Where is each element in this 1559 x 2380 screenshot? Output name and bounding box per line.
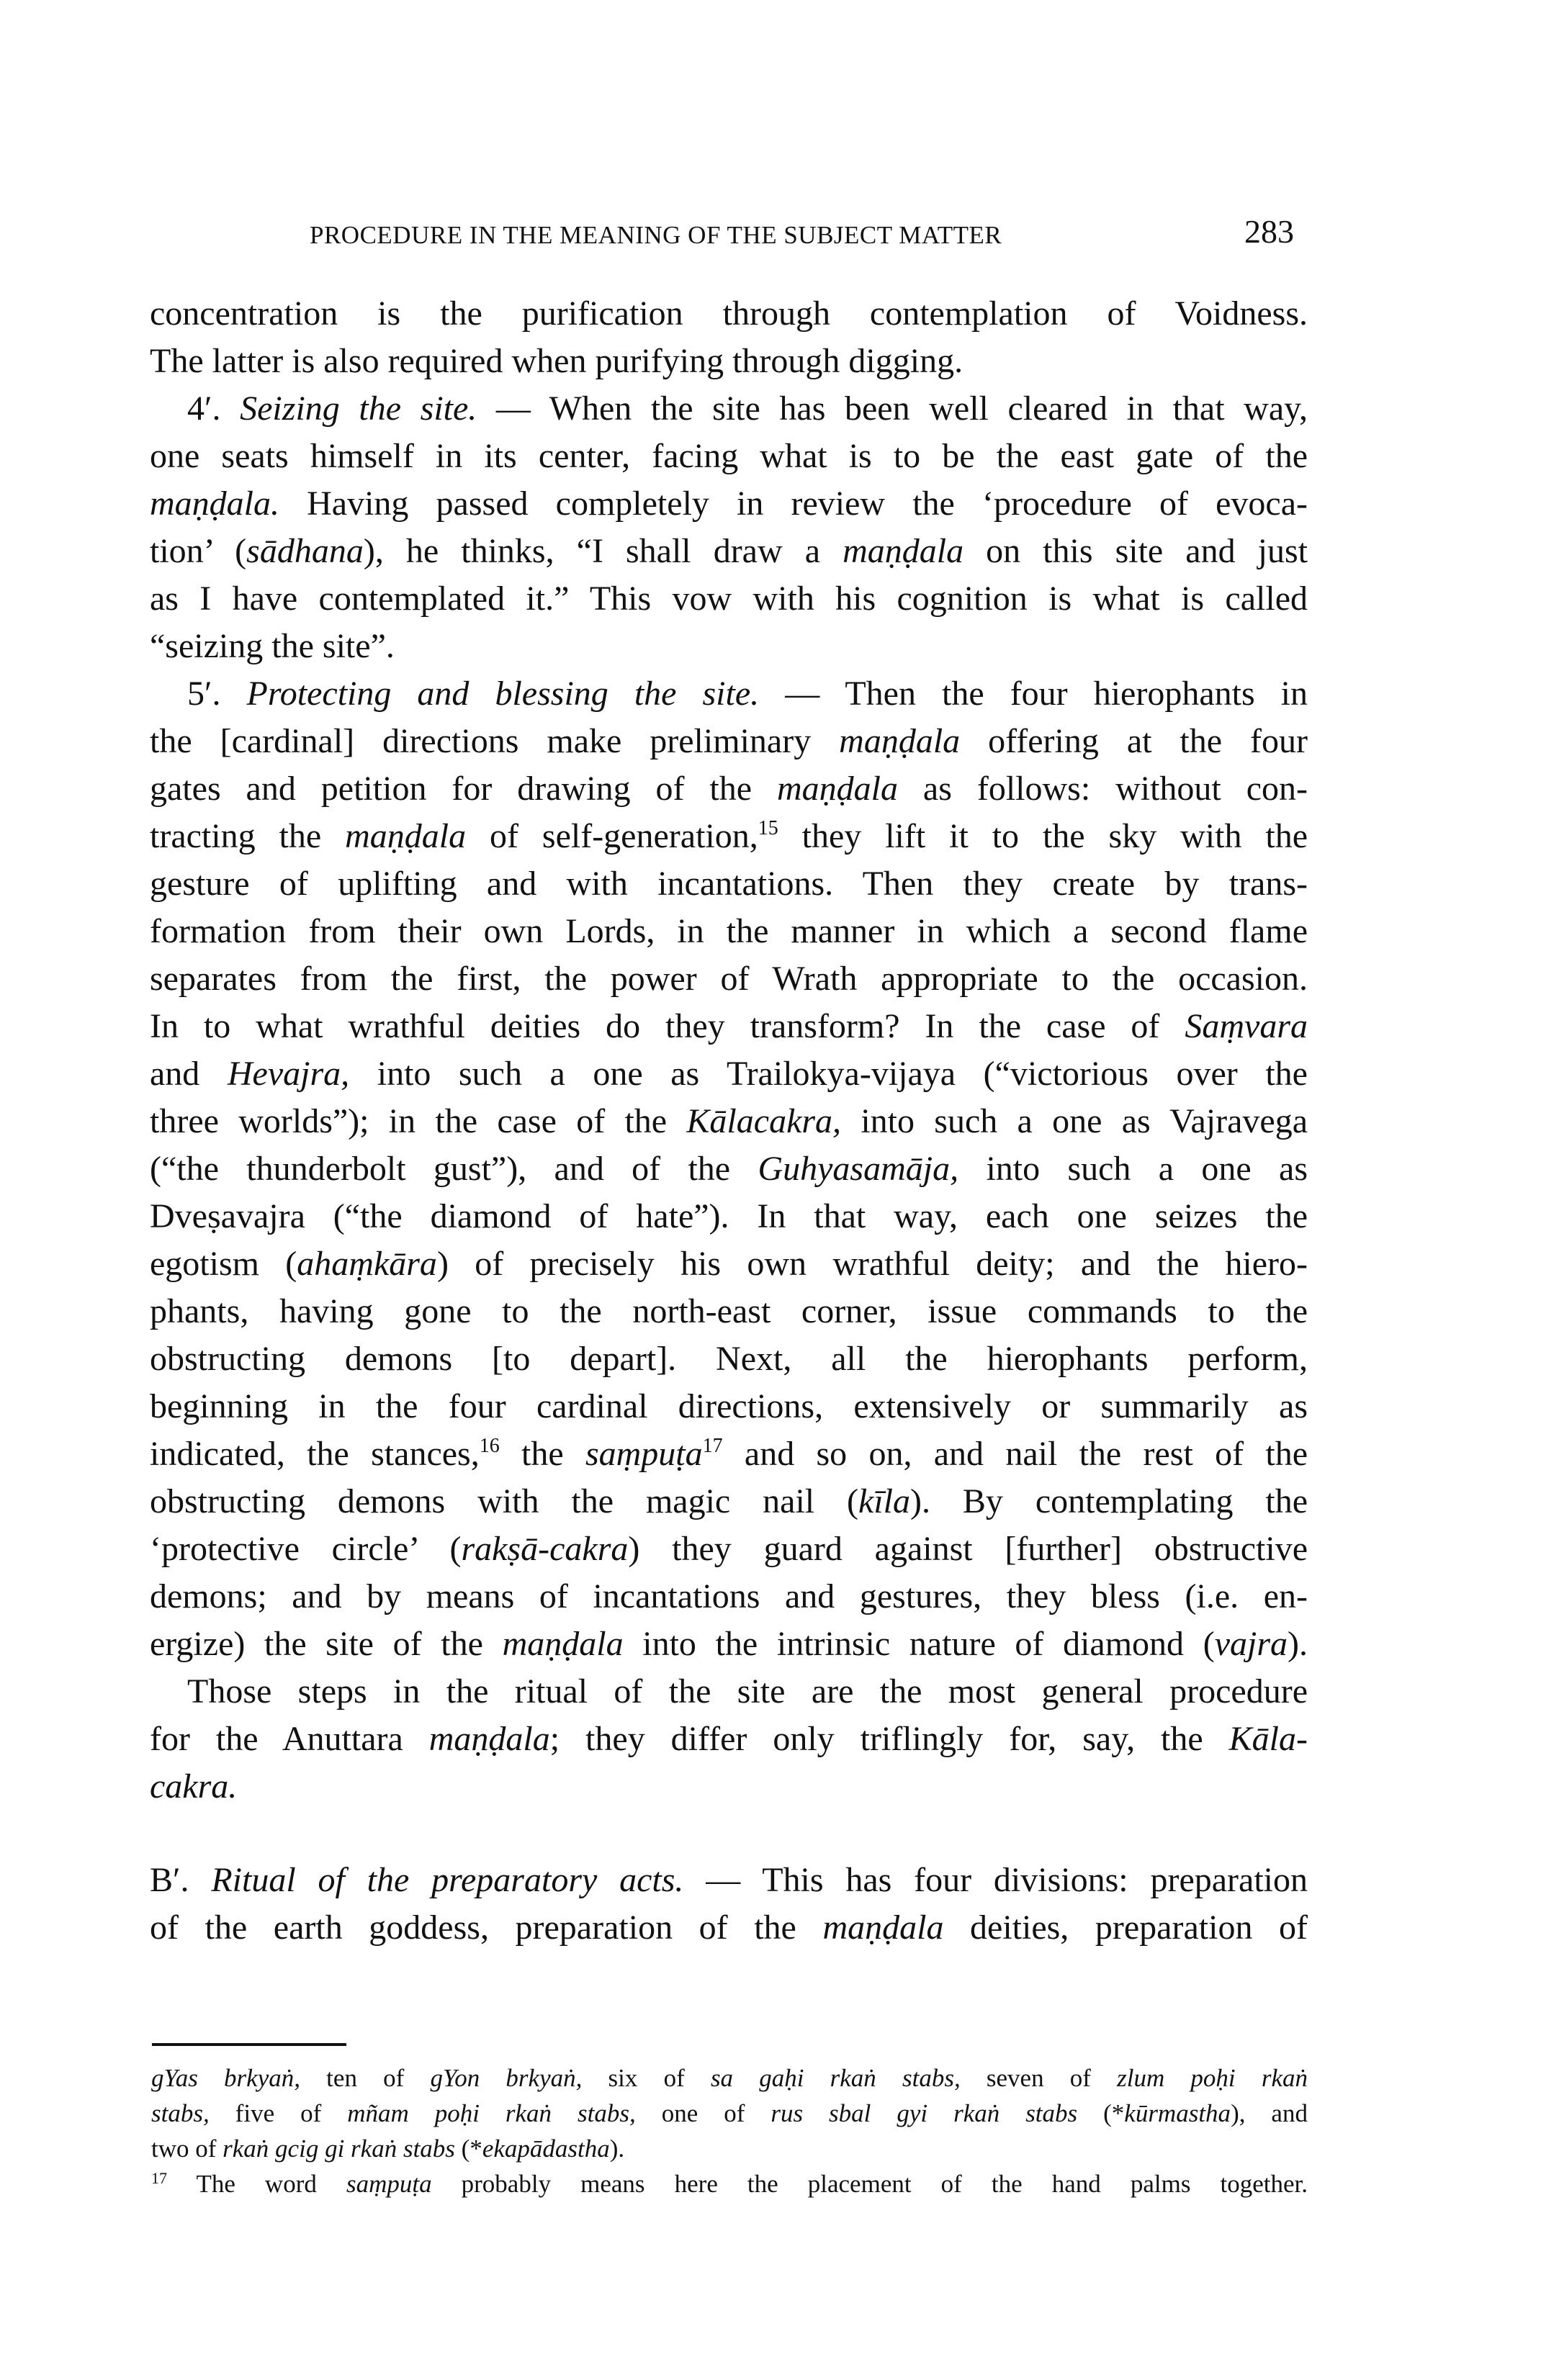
text-run: probably means here the placement of the hand palms together. <box>431 2170 1308 2198</box>
text-run: — When the site has been well cleared in that way, <box>477 389 1308 428</box>
body-line <box>150 1050 1308 1098</box>
footnote-marker: 15 <box>758 817 778 839</box>
text-run: The word <box>167 2170 346 2198</box>
text-run: ten of <box>300 2064 431 2092</box>
text-run: ) of precisely his own wrathful deity; and the hiero- <box>436 1245 1308 1283</box>
text-run: In to what wrathful deities do they transform? In the case of <box>150 1007 1185 1045</box>
body-line <box>150 1193 1308 1240</box>
text-run: Having passed completely in review the ‘procedure of evoca- <box>279 484 1308 523</box>
italic-text: kīla <box>858 1482 911 1520</box>
italic-text: Kālacakra, <box>686 1102 842 1140</box>
text-run: (* <box>454 2135 482 2163</box>
text-run: egotism ( <box>150 1245 297 1283</box>
text-run: obstructing demons [to depart]. Next, all the hierophants perform, <box>150 1340 1308 1378</box>
text-run: ), and <box>1231 2099 1308 2127</box>
italic-text: rakṣā-cakra <box>461 1530 629 1568</box>
text-run: one seats himself in its center, facing what is to be the east gate of the <box>150 437 1308 475</box>
text-run: six of <box>582 2064 711 2092</box>
italic-text: Hevajra, <box>227 1055 350 1093</box>
body-line <box>150 1763 1308 1811</box>
text-run: and <box>150 1055 228 1093</box>
italic-text: kūrmastha <box>1124 2099 1231 2127</box>
text-run: ), he thinks, “I shall draw a <box>363 532 843 570</box>
body-line <box>150 1716 1308 1763</box>
body-line <box>150 1430 1308 1478</box>
body-line <box>150 1621 1308 1668</box>
italic-text: rkaṅ gcig gi rkaṅ stabs <box>223 2135 455 2163</box>
text-run: on this site and just <box>963 532 1308 570</box>
text-run: ergize) the site of the <box>150 1625 503 1663</box>
body-line <box>150 1857 1308 1904</box>
italic-text: Saṃvara <box>1185 1007 1308 1045</box>
text-run: separates from the first, the power of Wrath appropriate to the occasion. <box>150 960 1308 998</box>
text-run: B′. <box>150 1861 212 1899</box>
italic-text: saṃpuṭa <box>346 2170 432 2198</box>
body-line <box>150 1288 1308 1335</box>
text-run: offering at the four <box>960 722 1308 760</box>
body-line <box>150 1573 1308 1621</box>
text-run: ). <box>1288 1625 1308 1663</box>
body-line <box>150 908 1308 955</box>
italic-text: maṇḍala <box>822 1908 944 1947</box>
italic-text: cakra. <box>150 1767 238 1806</box>
italic-text: Protecting and blessing the site. <box>246 675 760 713</box>
text-run: two of <box>151 2135 223 2163</box>
footnotes <box>151 2060 1308 2201</box>
text-run: 4′. <box>187 389 241 428</box>
body-line <box>150 718 1308 765</box>
body-line <box>150 1478 1308 1525</box>
text-run: the [cardinal] directions make preliminary <box>150 722 840 760</box>
text-run: phants, having gone to the north-east corner, issue commands to the <box>150 1292 1308 1330</box>
text-run: Dveṣavajra (“the diamond of hate”). In that way, each one seizes the <box>150 1197 1308 1235</box>
text-run: ; they differ only triflingly for, say, the <box>549 1720 1229 1758</box>
text-run: formation from their own Lords, in the manner in which a second flame <box>150 912 1308 950</box>
body-line <box>150 338 1308 385</box>
body-line <box>150 670 1308 718</box>
text-run: The latter is also required when purifying through digging. <box>150 342 963 380</box>
italic-text: stabs, <box>151 2099 210 2127</box>
italic-text: ahaṃkāra <box>297 1245 437 1283</box>
text-run: (* <box>1077 2099 1125 2127</box>
body-text <box>150 290 1308 1952</box>
text-run: concentration is the purification through contemplation of Voidness. <box>150 294 1308 333</box>
page-number: 283 <box>1244 213 1294 250</box>
italic-text: maṇḍala <box>502 1625 624 1663</box>
italic-text: sa gaḥi rkaṅ stabs, <box>710 2064 961 2092</box>
text-run: into such a one as Trailokya-vijaya (“victorious over the <box>349 1055 1308 1093</box>
body-line <box>150 1525 1308 1573</box>
italic-text: maṇḍala <box>428 1720 550 1758</box>
text-run: five of <box>209 2099 348 2127</box>
footnote-marker: 17 <box>702 1435 723 1457</box>
italic-text: sādhana <box>246 532 364 570</box>
text-run: of the earth goddess, preparation of the <box>150 1908 823 1947</box>
text-run: — This has four divisions: preparation <box>683 1861 1308 1899</box>
body-line <box>150 955 1308 1003</box>
body-line <box>150 1145 1308 1193</box>
text-run: gesture of uplifting and with incantations. Then they create by trans- <box>150 865 1308 903</box>
italic-text: mñam poḥi rkaṅ stabs, <box>347 2099 636 2127</box>
body-line <box>150 480 1308 528</box>
text-run: indicated, the stances, <box>150 1435 480 1473</box>
text-run: seven of <box>960 2064 1118 2092</box>
text-run: of self-generation, <box>466 817 758 855</box>
italic-text: maṇḍala <box>843 532 964 570</box>
text-run: ). <box>609 2135 625 2163</box>
italic-text: maṇḍala. <box>150 484 279 523</box>
text-run: the <box>499 1435 585 1473</box>
text-run: tion’ ( <box>150 532 247 570</box>
body-line <box>150 623 1308 670</box>
footnote-line <box>151 2096 1308 2131</box>
text-run: ) they guard against [further] obstructive <box>628 1530 1308 1568</box>
body-line <box>150 765 1308 813</box>
text-run: ‘protective circle’ ( <box>150 1530 462 1568</box>
text-run: 5′. <box>187 675 247 713</box>
text-run: Those steps in the ritual of the site are the most general procedure <box>187 1672 1308 1710</box>
italic-text: saṃpuṭa <box>585 1435 703 1473</box>
text-run: as follows: without con- <box>897 770 1308 808</box>
italic-text: zlum poḥi rkaṅ <box>1117 2064 1308 2092</box>
text-run: for the Anuttara <box>150 1720 429 1758</box>
italic-text: gYas brkyaṅ, <box>151 2064 300 2092</box>
body-line <box>150 1904 1308 1952</box>
italic-text: Ritual of the preparatory acts. <box>211 1861 684 1899</box>
body-line <box>150 433 1308 480</box>
text-run: obstructing demons with the magic nail ( <box>150 1482 859 1520</box>
text-run: one of <box>635 2099 771 2127</box>
italic-text: maṇḍala <box>776 770 898 808</box>
text-run: (“the thunderbolt gust”), and of the <box>150 1150 758 1188</box>
body-line <box>150 528 1308 575</box>
footnote-line <box>151 2166 1308 2201</box>
body-line <box>150 1003 1308 1050</box>
body-line <box>150 1383 1308 1430</box>
paragraph-gap <box>150 1811 1308 1857</box>
italic-text: vajra <box>1214 1625 1288 1663</box>
text-run: demons; and by means of incantations and gestures, they bless (i.e. en- <box>150 1577 1308 1615</box>
body-line <box>150 1098 1308 1145</box>
italic-text: maṇḍala <box>345 817 467 855</box>
body-line <box>150 1335 1308 1383</box>
footnote-marker: 16 <box>479 1435 500 1457</box>
text-run: — Then the four hierophants in <box>759 675 1308 713</box>
footnote-marker: 17 <box>151 2169 167 2187</box>
body-line <box>150 575 1308 623</box>
text-run: ). By contemplating the <box>910 1482 1308 1520</box>
footnote-line <box>151 2060 1308 2096</box>
text-run: into such a one as Vajravega <box>841 1102 1308 1140</box>
italic-text: maṇḍala <box>839 722 961 760</box>
text-run: gates and petition for drawing of the <box>150 770 777 808</box>
text-run: beginning in the four cardinal directions, extensively or summarily as <box>150 1387 1308 1425</box>
text-run: three worlds”); in the case of the <box>150 1102 687 1140</box>
text-run: “seizing the site”. <box>150 627 395 665</box>
text-run: tracting the <box>150 817 346 855</box>
text-run: into the intrinsic nature of diamond ( <box>623 1625 1215 1663</box>
text-run: as I have contemplated it.” This vow with his cognition is what is called <box>150 580 1308 618</box>
text-run: into such a one as <box>958 1150 1308 1188</box>
italic-text: Seizing the site. <box>240 389 477 428</box>
footnote-rule <box>152 2043 346 2046</box>
text-run: and so on, and nail the rest of the <box>722 1435 1308 1473</box>
italic-text: Kāla- <box>1228 1720 1308 1758</box>
body-line <box>150 1668 1308 1716</box>
italic-text: Guhyasamāja, <box>758 1150 959 1188</box>
italic-text: ekapādastha <box>482 2135 610 2163</box>
body-line <box>150 385 1308 433</box>
body-line <box>150 813 1308 860</box>
text-run: deities, preparation of <box>943 1908 1308 1947</box>
body-line <box>150 1240 1308 1288</box>
body-line <box>150 290 1308 338</box>
footnote-line <box>151 2131 1308 2166</box>
body-line <box>150 860 1308 908</box>
italic-text: rus sbal gyi rkaṅ stabs <box>770 2099 1078 2127</box>
italic-text: gYon brkyaṅ, <box>430 2064 583 2092</box>
text-run: they lift it to the sky with the <box>778 817 1308 855</box>
running-title: PROCEDURE IN THE MEANING OF THE SUBJECT MATTER <box>310 221 1002 249</box>
